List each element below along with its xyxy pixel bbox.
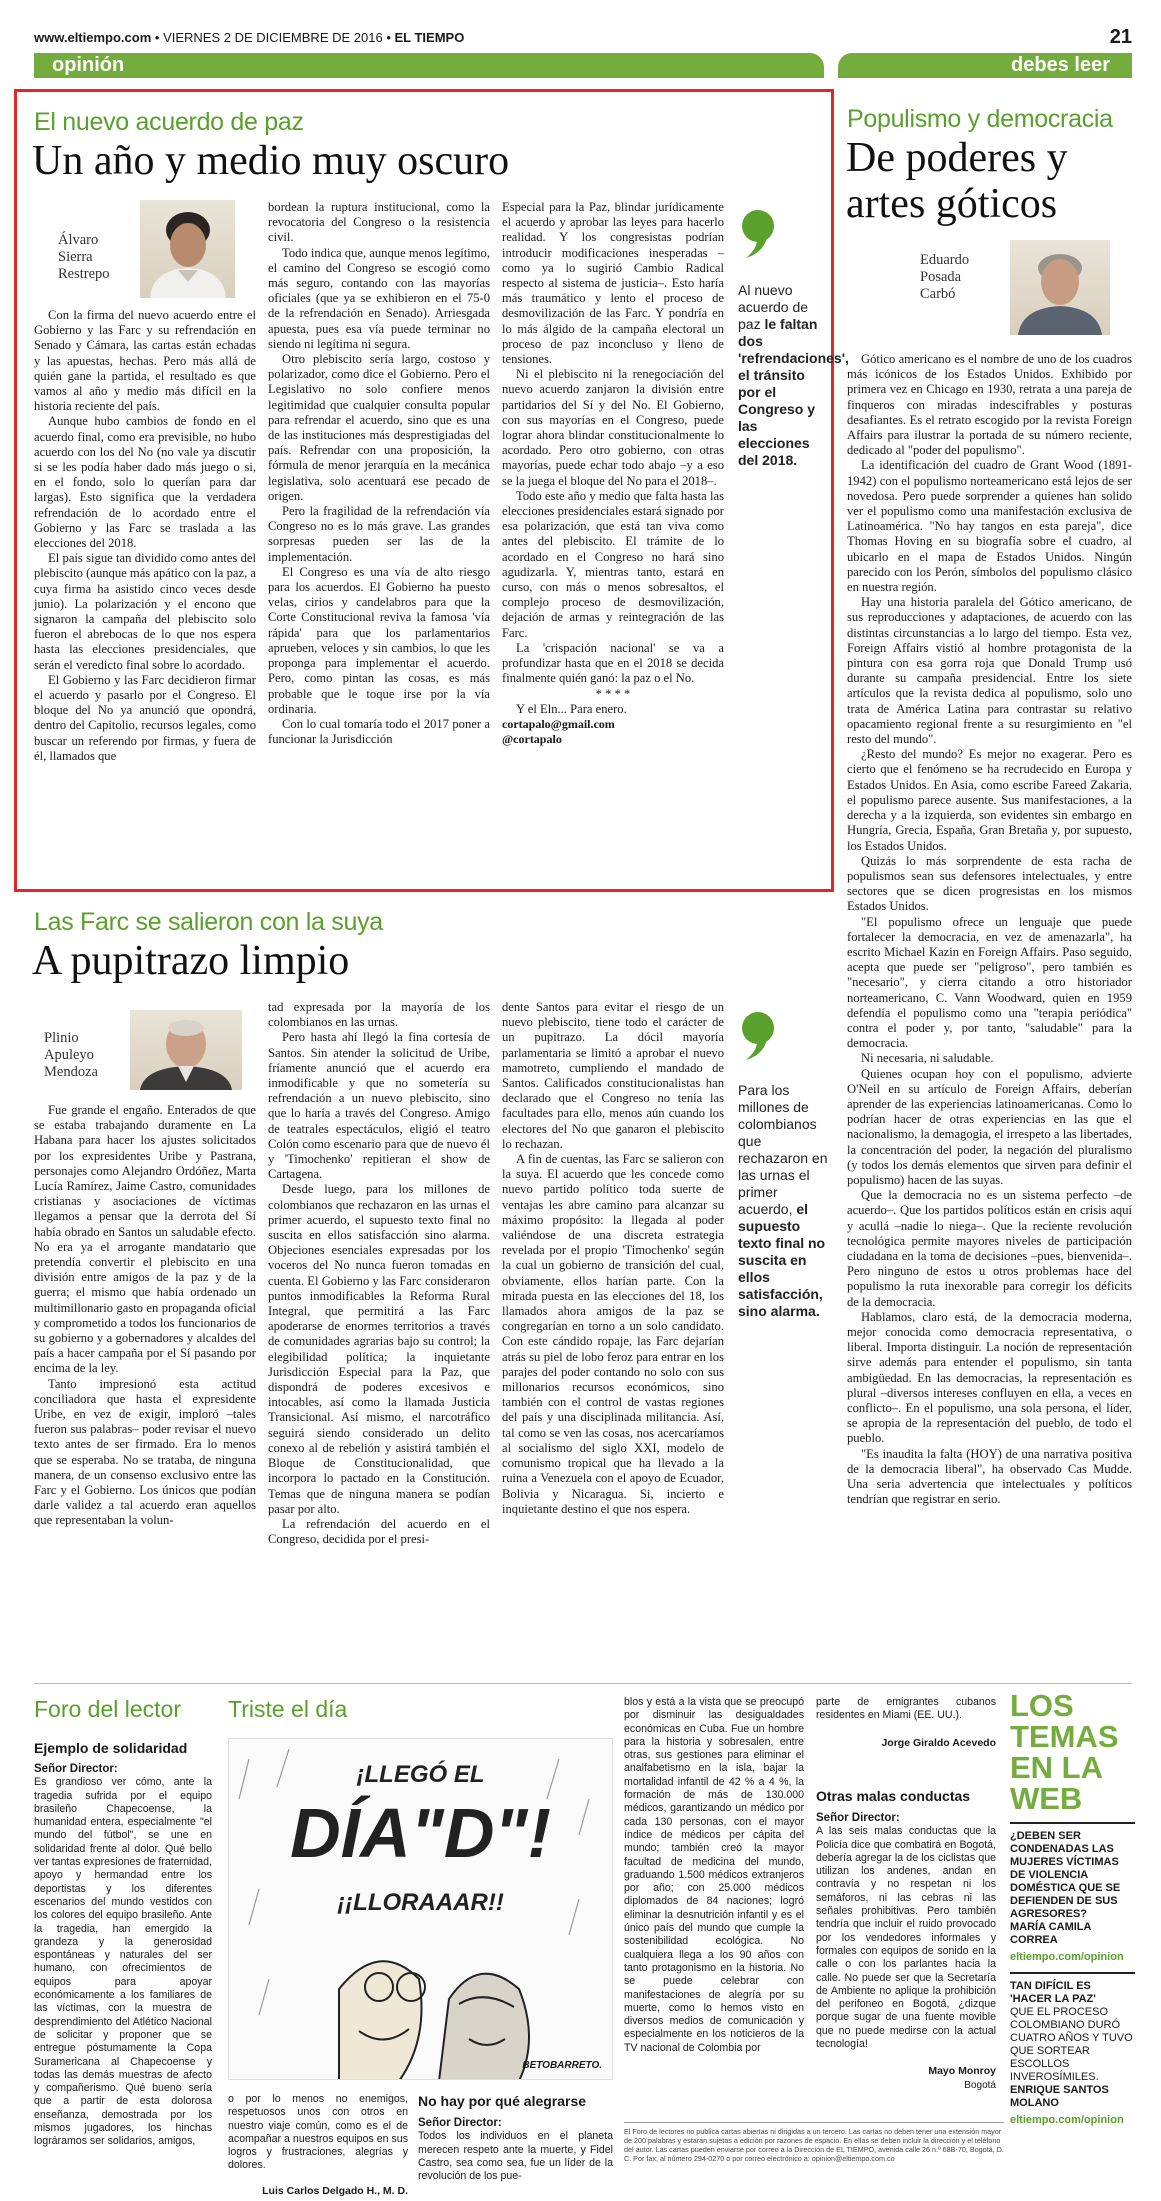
- page-header: www.eltiempo.com • VIERNES 2 DE DICIEMBRE DE 2016 • EL TIEMPO 21: [34, 26, 1132, 48]
- article1-headline: Un año y medio muy oscuro: [32, 138, 510, 184]
- web-topic-1[interactable]: ¿DEBEN SER CONDENADAS LAS MUJERES VÍCTIMAS DE VIOLENCIA DOMÉSTICA QUE SE DEFIENDEN DE SUS AGRESORES? MARÍA CAMILA CORREA eltiempo.com/opinion: [1010, 1830, 1135, 1964]
- section-bar-debes-leer: [838, 53, 1132, 78]
- bottom-divider: [34, 1683, 1132, 1684]
- web-topics-title: LOS TEMAS EN LA WEB: [1010, 1688, 1119, 1816]
- web-topics-rule: [1010, 1822, 1135, 1824]
- letter2-end: parte de emigrantes cubanos residentes en Miami (EE. UU.). Jorge Giraldo Acevedo: [816, 1696, 996, 1749]
- letter1-continuation: o por lo menos no enemigos, respetuosos unos con otros en nuestro viaje común, como es el de acompañar a nuestros equipos en sus logros y frustraciones, alegrías y dolores. Luis Carlos Delgado H., M. D.: [228, 2093, 408, 2197]
- article2-column-1: Fue grande el engaño. Enterados de que se estaba trabajando duramente en La Habana para hacer los ajustes solicitados por los expresidentes Uribe y Pastrana, personajes como Alejandro Ordóñez, Marta Lucía Ramírez, Jaime Castro, comunidades cristianas y asociaciones de víctimas llegamos a pensar que la derrota del Sí había obrado en Santos un saludable efecto. No era ya el arrogante mandatario que pretendía convertir el plebiscito en una división entre amigos de la paz y de la guerra; el mismo que había ordenado un multimillonario gasto en propaganda oficial y comprometido a todos los funcionarios de su gobierno y a gobernadores y alcaldes del país a hacer campaña por el Sí pasando por encima de la ley. Tanto impresionó esta actitud conciliadora que hasta el expresidente Uribe, en vez de exigir, imploró –tales fueron sus palabras– poder revisar el nuevo texto antes de ser firmado. Era lo menos que se esperaba. No se trataba, de ninguna manera, de un consenso exclusivo entre las Farc y el Gobierno. Los únicos que podían darle validez a tal acuerdo eran aquellos que representaban la volun-: [34, 1103, 256, 1528]
- author-twitter[interactable]: @cortapalo: [502, 732, 562, 747]
- page-number: 21: [1109, 26, 1132, 48]
- foro-title: Foro del lector: [34, 1696, 182, 1722]
- section-label: opinión: [52, 54, 125, 76]
- cartoon-title: Triste el día: [228, 1696, 348, 1722]
- quote-mark-icon: [738, 1010, 778, 1067]
- article2-pullquote: Para los millones de colombianos que rechazaron en las urnas el primer acuerdo, el supuesto texto final no suscita en ellos satisfacción, sino alarma.: [738, 1082, 828, 1319]
- foro-footnote: El Foro de lectores no publica cartas abiertas ni dirigidas a un tercero. Las cartas no deben tener una extensión mayor de 200 palabras y estarán sujetas a edición por razones de espacio. En ellas se deben incluir la dirección y el teléfono del autor. Las cartas pueden enviarse por correo a la Dirección de EL TIEMPO, avenida calle 26 n.º 68B-70, Bogotá, D. C. Por fax, al número 294-0270 o por correo electrónico a: opinion@eltiempo.com.co: [624, 2127, 1004, 2163]
- portrait-photo: [140, 200, 235, 298]
- article1-kicker: El nuevo acuerdo de paz: [34, 108, 304, 136]
- article2-headline: A pupitrazo limpio: [32, 938, 350, 984]
- article3-kicker: Populismo y democracia: [847, 105, 1113, 133]
- footnote-divider: [624, 2122, 1004, 2123]
- letter1-body: Señor Director: Es grandioso ver cómo, ante la tragedia sufrida por el equipo brasileño Chapecoense, la humanidad entera, especialmente "el mundo del fútbol", se une en solidaridad frente al dolor. Qué bello ver tantas expresiones de fraternidad, apoyo y hermandad entre los deportistas y los diferentes escenarios del mundo vestidos con los colores del equipo brasileño. Ante la tragedia, han emergido la grandeza y la generosidad espontáneas y naturales del ser humano, con ofrecimientos de equipos para apoyar económicamente a los familiares de las víctimas, con la muestra de desprendimiento del Atlético Nacional de solicitar y proponer que se entregue póstumamente la Copa Suramericana al Chapecoense y todas las demás muestras de afecto y compañerismo. Qué bueno sería que a partir de esta dolorosa enseñanza, demostrada por los mismos jugadores, los hinchas lográramos ser solidarios, amigos,: [34, 1763, 212, 2148]
- article2-kicker: Las Farc se salieron con la suya: [34, 908, 383, 936]
- article3-body: Gótico americano es el nombre de uno de los cuadros más icónicos de los Estados Unidos. Exhibido por primera vez en Chicago en 1930, retrata a una pareja de finqueros con miradas indescifrables y posturas desafiantes. Es el retrato escogido por la revista Foreign Affairs para ilustrar la portada de su número reciente, dedicado al "poder del populismo". La identificación del cuadro de Grant Wood (1891-1942) con el populismo norteamericano está lejos de ser novedosa. Pero puede sorprender a quienes han solido ver el populismo como una manifestación exclusiva de Latinoamérica. "No hay tangos en esta pareja", dice Thomas Hoving en su biografía sobre el cuadro, al ubicarlo en el mapa de Estados Unidos. Ningún parecido con los Perón, símbolos del populismo clásico en nuestra región. Hay una historia paralela del Gótico americano, de sus reproducciones y adaptaciones, de acuerdo con las distintas circunstancias a lo largo del tiempo. Esta vez, Foreign Affairs vistió al hombre protagonista de la pintura con esa gorra roja que Donald Trump usó durante su campaña presidencial. Entre los siete artículos que la revista dedica al populismo, solo uno trata de América Latina para contrastar su relativo opacamiento regional frente a su resurgimiento en "el resto del mundo". ¿Resto del mundo? Es mejor no exagerar. Pero es cierto que el fenómeno se ha recrudecido en Europa y Estados Unidos. En Asia, como escribe Fareed Zakaria, el populismo parece ausente. Sus manifestaciones, a la derecha y a la izquierda, son evidentes sin embargo en Hungría, Grecia, España, Gran Bretaña y, por supuesto, los Estados Unidos. Quizás lo más sorprendente de esta racha de populismos sean sus defensores intelectuales, y entre sectores que se dicen progresistas en los mismos Estados Unidos. "El populismo ofrece un lenguaje que puede fortalecer la democracia, en vez de amenazarla", ha escrito Michael Kazin en Foreign Affairs. Paso seguido, acepta que puede ser "peligroso", pero también es "necesario", y cierra citando a otro historiador norteamericano, C. Vann Woodward, quien en 1959 defendía el populismo como una "terapia periódica" contra el poder y, por tanto, "saludable" para la democracia. Ni necesaria, ni saludable. Quienes ocupan hoy con el populismo, advierte O'Neil en su artículo de Foreign Affairs, deberían aprender de las experiencias latinoamericanas. Como lo podrían hacer de otras experiencias en las que el nacionalismo, la demagogia, el irrespeto a las libertades, la concentración del poder, la negación del pluralismo (y todos los demás elementos que sirven para definir el populismo) hacen de las suyas. Que la democracia no es un sistema perfecto –de acuerdo–. Que los partidos políticos están en crisis aquí y acullá –nadie lo niega–. Que la reciente revolución tecnológica permite mayores niveles de participación ciudadana en la toma de decisiones –pues, bienvenida–. Pero ninguno de estos u otros problemas hace del populismo la ruta inexorable para corregir los déficits de la democracia. Hablamos, claro está, de la democracia moderna, mejor conocida como democracia representativa, o liberal. Importa distinguir. La noción de representación sirve además para entender el populismo, sin tanta ambigüedad. En las democracias, la representación es plural –diversos intereses confluyen en ella, a veces en conflicto–. En el populismo, una sola persona, el líder, se apropia de la representación del pueblo, de todo el pueblo. "Es inaudita la falta (HOY) de una narrativa positiva de la democracia liberal", ha observado Cas Mudde. Una seria advertencia que intelectuales y políticos tendrían que registrar en serio.: [847, 352, 1132, 1507]
- article2-column-2: tad expresada por la mayoría de los colombianos en las urnas. Pero hasta ahí llegó la fina cortesía de Santos. Sin atender la solicitud de Uribe, fríamente anunció que el acuerdo era inmodificable y que no sometería su refrendación a un nuevo plebiscito, sino que lo haría a través del Congreso. Amigo de teatrales espectáculos, eligió el teatro Colón como escenario para que de nuevo él y 'Timochenko' repitieran el show de Cartagena. Desde luego, para los millones de colombianos que rechazaron en las urnas el primer acuerdo, el supuesto texto final no suscita en ellos satisfacción sino alarma. Objeciones esenciales expresadas por los voceros del No nunca fueron tomadas en cuenta. El Gobierno y las Farc consideraron puntos inmodificables la Reforma Rural Integral, que permitirá a las Farc apoderarse de enormes territorios a través de comunidades agrarias bajo su control; la elegibilidad política; la inquietante Jurisdicción Especial para la Paz, que dispondrá de poderes excesivos e intocables, así como la llamada Justicia Transicional. Así mismo, el narcotráfico seguirá siendo considerado un delito conexo al de rebelión y asistirá también el Bloque de Constitucionalidad, que incorpora lo pactado en la Constitución. Temas que de ninguna manera se podían pasar por alto. La refrendación del acuerdo en el Congreso, decidida por el presi-: [268, 1000, 490, 1547]
- cartoon-text-1: ¡LLEGÓ EL: [356, 1761, 485, 1788]
- letter1-title: Ejemplo de solidaridad: [34, 1740, 188, 1756]
- web-topics-panel: [1010, 1690, 1135, 2127]
- quote-mark-icon: [738, 208, 778, 265]
- debes-leer-label: debes leer: [1011, 54, 1110, 76]
- web-topic-2[interactable]: TAN DIFÍCIL ES 'HACER LA PAZ' QUE EL PROCESO COLOMBIANO DURÓ CUATRO AÑOS Y TUVO QUE SORTEAR ESCOLLOS INVEROSÍMILES. ENRIQUE SANTOS MOLANO eltiempo.com/opinion: [1010, 1980, 1135, 2127]
- article2-column-3: dente Santos para evitar el riesgo de un nuevo plebiscito, tiene todo el carácter de un pupitrazo. La dócil mayoría parlamentaria se limitó a aprobar el nuevo mamotreto, cumpliendo el mandado de Santos. Calificados constitucionalistas han declarado que el Congreso no tenía las facultades para ello, menos aún cuando los electores del No que ganaron el plebiscito lo rechazan. A fin de cuentas, las Farc se salieron con la suya. El acuerdo que les concede como nuevo partido político toda suerte de ventajas les abre camino para alcanzar su máximo propósito: la llegada al poder valiéndose de una discreta estrategia revelada por el propio 'Timochenko' según la cual un gobierno de transición del cual, obviamente, ellos harían parte. Con la mirada puesta en las elecciones del 18, los llamados ahora amigos de la paz se congregarían en torno a un solo candidato. Con este cándido ropaje, las Farc dejarían atrás su piel de lobo feroz para entrar en los parajes del poder contando no solo con sus millonarios recursos económicos, sino también con el control de vastas regiones del país y una disciplinada militancia. Así, tal como se ven las cosas, nos acercaríamos al socialismo del siglo XXI, modelo de comunismo tropical que ha llevado a la ruina a Venezuela con el apoyo de Ecuador, Bolivia y Nicaragua. Si, incierto e inquietante destino el que nos espera.: [502, 1000, 724, 1516]
- letter3-body: Señor Director: A las seis malas conductas que la Policía dice que combatirá en Bogotá, debería agregar la de los ciclistas que utilizan los andenes, andan en contravía y no respetan ni los semáforos, ni las cebras ni las señales prohibitivas. Pero también tendría que incluir el ruido provocado por los vendedores informales y formales con equipos de sonido en la calle o con los parlantes hacia la calle. No puede ser que la Secretaría de Ambiente no aplique la prohibición del perifoneo en Bogotá, ¿dizque porque sugar de una fuente movible que no puede medirse con la actual tecnología! Mayo Monroy Bogotá: [816, 1812, 996, 2091]
- article1-column-3: Especial para la Paz, blindar jurídicamente el acuerdo y aprobar las leyes para hacerlo realidad. Y los congresistas podrían introducir modificaciones inesperadas –como ya lo sugirió Cambio Radical respecto al sistema de justicia–. Esto haría más traumático y lento el proceso de desmovilización de las Farc. Y pondría en lo más álgido de la campaña electoral un proceso de paz inconcluso y lleno de tensiones. Ni el plebiscito ni la renegociación del nuevo acuerdo zanjaron la división entre partidarios del Sí y del No. El Gobierno, con sus mayorías en el Congreso, puede lograr ahora blindar constitucionalmente lo acordado. Pero otro gobierno, con otras mayorías, puede echar todo abajo –y a eso se la juega el bloque del No para el 2018–. Todo este año y medio que falta hasta las elecciones presidenciales estará signado por esa polarización, que está tan viva como antes del plebiscito. El trámite de lo acordado en el Congreso no hará sino agudizarla. Y, mientras tanto, estará en curso, con más o menos sobresaltos, el complejo proceso de desmovilización, dejación de armas y reintegración de las Farc. La 'crispación nacional' se va a profundizar hasta que en el 2018 se decida finalmente quién ganó: la paz o el No. * * * * Y el Eln... Para enero. cortapalo@gmail.com @cortapalo: [502, 200, 724, 747]
- author-portrait-posada: [1010, 240, 1110, 335]
- article1-pullquote: Al nuevo acuerdo de paz le faltan dos 'refrendaciones', el tránsito por el Congreso y las elecciones del 2018.: [738, 282, 849, 468]
- author-portrait-mendoza: [130, 1010, 242, 1090]
- author-email[interactable]: cortapalo@gmail.com: [502, 716, 615, 731]
- letter2-title: No hay por qué alegrarse: [418, 2093, 587, 2109]
- issue-date: VIERNES 2 DE DICIEMBRE DE 2016: [163, 30, 383, 45]
- letter2-start: Señor Director: Todos los individuos en el planeta merecen respeto ante la muerte, y Fidel Castro, sea como sea, fue un líder de la revolución de los pue-: [418, 2117, 613, 2183]
- cartoon-signature: BETOBARRETO.: [522, 2060, 602, 2071]
- section-bar-opinion: [34, 53, 824, 78]
- portrait-photo: [1010, 240, 1110, 335]
- author-portrait-sierra: [140, 200, 235, 298]
- cartoon-text-2: DÍA"D"!: [290, 1794, 551, 1872]
- article1-column-1: Con la firma del nuevo acuerdo entre el Gobierno y las Farc y su refrendación en Senado y Cámara, las cartas están echadas y las apuestas, hechas. Pero más allá de quién gane la partida, el resultado es que vamos al año y medio más difícil en la historia reciente del país. Aunque hubo cambios de fondo en el acuerdo final, como era previsible, no hubo acuerdo con los del No (no vale ya discutir si se les podía haber dado más juego o si, en el fondo, solo lo querían para dar largas). Esto significa que la verdadera refrendación de lo acordado entre el Gobierno y las Farc se traslada a las elecciones del 2018. El país sigue tan dividido como antes del plebiscito (aunque más apático con la paz, a cuya firma ha asistido cinco veces desde junio). La polarización y el encono que signaron la campaña del plebiscito solo fueron el abrebocas de lo que nos espera hasta las elecciones presidenciales, que serán el veredicto final sobre lo acordado. El Gobierno y las Farc decidieron firmar el acuerdo y pasarlo por el Congreso. El bloque del No ya anunció que opondrá, dentro del Capitolio, recursos legales, como buscar un referendo por firmas, y fuera de él, llamados que: [34, 308, 256, 763]
- cartoon-text-3: ¡¡LLORAAAR!!: [337, 1889, 504, 1916]
- web-topic-2-link[interactable]: eltiempo.com/opinion: [1010, 2114, 1124, 2126]
- article1-column-2: bordean la ruptura institucional, como la revocatoria del Congreso o la resistencia civil. Todo indica que, aunque menos legítimo, el camino del Congreso se escogió como más seguro, contando con las mayorías oficiales (que ya se exhibieron en el 75-0 de la refrendación en Senado). Arriesgada apuesta, pues esa vía puede terminar no siendo ni legítima ni segura. Otro plebiscito sería largo, costoso y polarizador, como dice el Gobierno. Pero el Legislativo no solo confiere menos legitimidad que cualquier consulta popular para refrendar el acuerdo, sino que es una de las instituciones más desprestigiadas del país. Refrendar con una proposición, la fórmula de menor jerarquía en la mecánica legislativa, solo acentuará ese pecado de origen. Pero la fragilidad de la refrendación vía Congreso no es lo más grave. Las grandes sorpresas pueden ser las de la implementación. El Congreso es una vía de alto riesgo para los acuerdos. El Gobierno ha puesto velas, cirios y candelabros para que la Corte Constitucional reviva la famosa 'vía rápida' para que los parlamentarios aprueben, veloces y sin cambios, lo que les proponga para implementar el acuerdo. Pero, como pintan las cosas, es más probable que le toque irse por la vía ordinaria. Con lo cual tomaría todo el 2017 poner a funcionar la Jurisdicción: [268, 200, 490, 747]
- letter3-title: Otras malas conductas: [816, 1788, 971, 1804]
- letter2-continuation: blos y está a la vista que se preocupó por disminuir las desigualdades económicas en Cuba. Fue un hombre para la historia y sobresalen, entre otras, sus gestiones para eliminar el analfabetismo en la isla, bajar la mortalidad infantil de 42 % a 4 %, la formación de más de 130.000 médicos, garantizando un médico por cada 130 personas, con el mayor índice de médicos per cápita del mundo; también creó la mayor facultad de medicina del mundo, graduando 1.500 médicos extranjeros por año; con 25.000 médicos diplomados de 84 naciones; logró eliminar la desnutrición infantil y es el único país del mundo que cumple la sostenibilidad ecológica. No cualquiera llega a los 90 años con tanto protagonismo en la historia. No se puede celebrar con manifestaciones de alegría por su muerte, como lo hemos visto en diversos medios de comunicación y especialmente en los noticieros de la TV nacional de Colombia por: [624, 1696, 804, 2054]
- article3-author: Eduardo Posada Carbó: [920, 252, 970, 302]
- article3-headline: De poderes y artes góticos: [846, 135, 1068, 227]
- newspaper-name: EL TIEMPO: [394, 30, 465, 45]
- article1-author: Álvaro Sierra Restrepo: [58, 232, 110, 282]
- portrait-photo: [130, 1010, 242, 1090]
- web-topics-rule: [1010, 1972, 1135, 1974]
- web-topic-1-link[interactable]: eltiempo.com/opinion: [1010, 1951, 1124, 1963]
- article2-author: Plinio Apuleyo Mendoza: [44, 1030, 98, 1080]
- site-url[interactable]: www.eltiempo.com: [34, 30, 152, 45]
- cartoon-illustration: [228, 1738, 613, 2080]
